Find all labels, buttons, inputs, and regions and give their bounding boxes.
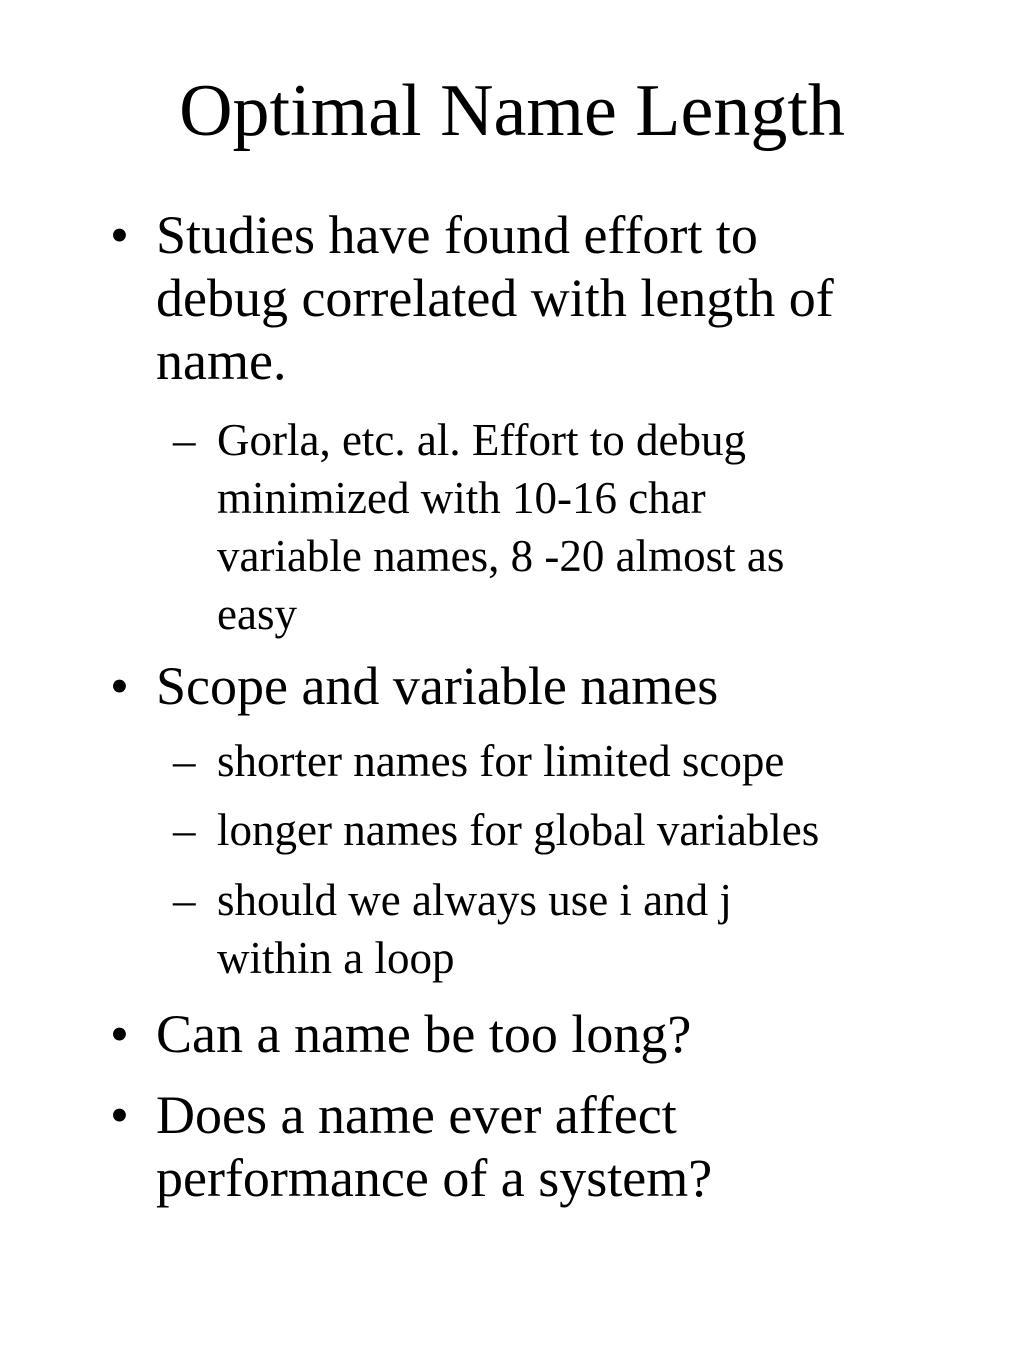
sub-bullet-line: variable names, 8 -20 almost as bbox=[217, 531, 785, 581]
bullet-text bbox=[156, 1003, 946, 1066]
slide-title: Optimal Name Length bbox=[179, 70, 845, 152]
sub-bullet-text bbox=[217, 732, 977, 790]
sub-bullet-marker: – bbox=[173, 875, 196, 925]
sub-bullet-line: minimized with 10-16 char bbox=[217, 473, 706, 523]
bullet-line: Does a name ever affect bbox=[156, 1085, 677, 1145]
sub-bullet-line: within a loop bbox=[217, 933, 455, 983]
bullet-line: name. bbox=[156, 331, 287, 391]
sub-bullet-line: easy bbox=[217, 589, 297, 639]
bullet-text bbox=[156, 204, 946, 393]
bullet-text bbox=[156, 1084, 946, 1210]
sub-bullet-marker: – bbox=[173, 805, 196, 855]
sub-bullet-text bbox=[217, 871, 977, 987]
bullet-line: Can a name be too long? bbox=[156, 1004, 692, 1064]
bullet-text bbox=[156, 655, 946, 718]
bullet-line: performance of a system? bbox=[156, 1148, 713, 1208]
bullet-line: Scope and variable names bbox=[156, 656, 719, 716]
bullet-marker: • bbox=[110, 205, 129, 265]
bullet-marker: • bbox=[110, 656, 129, 716]
sub-bullet-text bbox=[217, 801, 977, 859]
sub-bullet-line: should we always use i and j bbox=[217, 875, 732, 925]
sub-bullet-text bbox=[217, 411, 977, 643]
sub-bullet-line: Gorla, etc. al. Effort to debug bbox=[217, 415, 746, 465]
bullet-line: Studies have found effort to bbox=[156, 205, 758, 265]
bullet-marker: • bbox=[110, 1085, 129, 1145]
sub-bullet-marker: – bbox=[173, 736, 196, 786]
sub-bullet-line: longer names for global variables bbox=[217, 805, 820, 855]
sub-bullet-line: shorter names for limited scope bbox=[217, 736, 785, 786]
bullet-marker: • bbox=[110, 1004, 129, 1064]
bullet-line: debug correlated with length of bbox=[156, 268, 834, 328]
sub-bullet-marker: – bbox=[173, 415, 196, 465]
